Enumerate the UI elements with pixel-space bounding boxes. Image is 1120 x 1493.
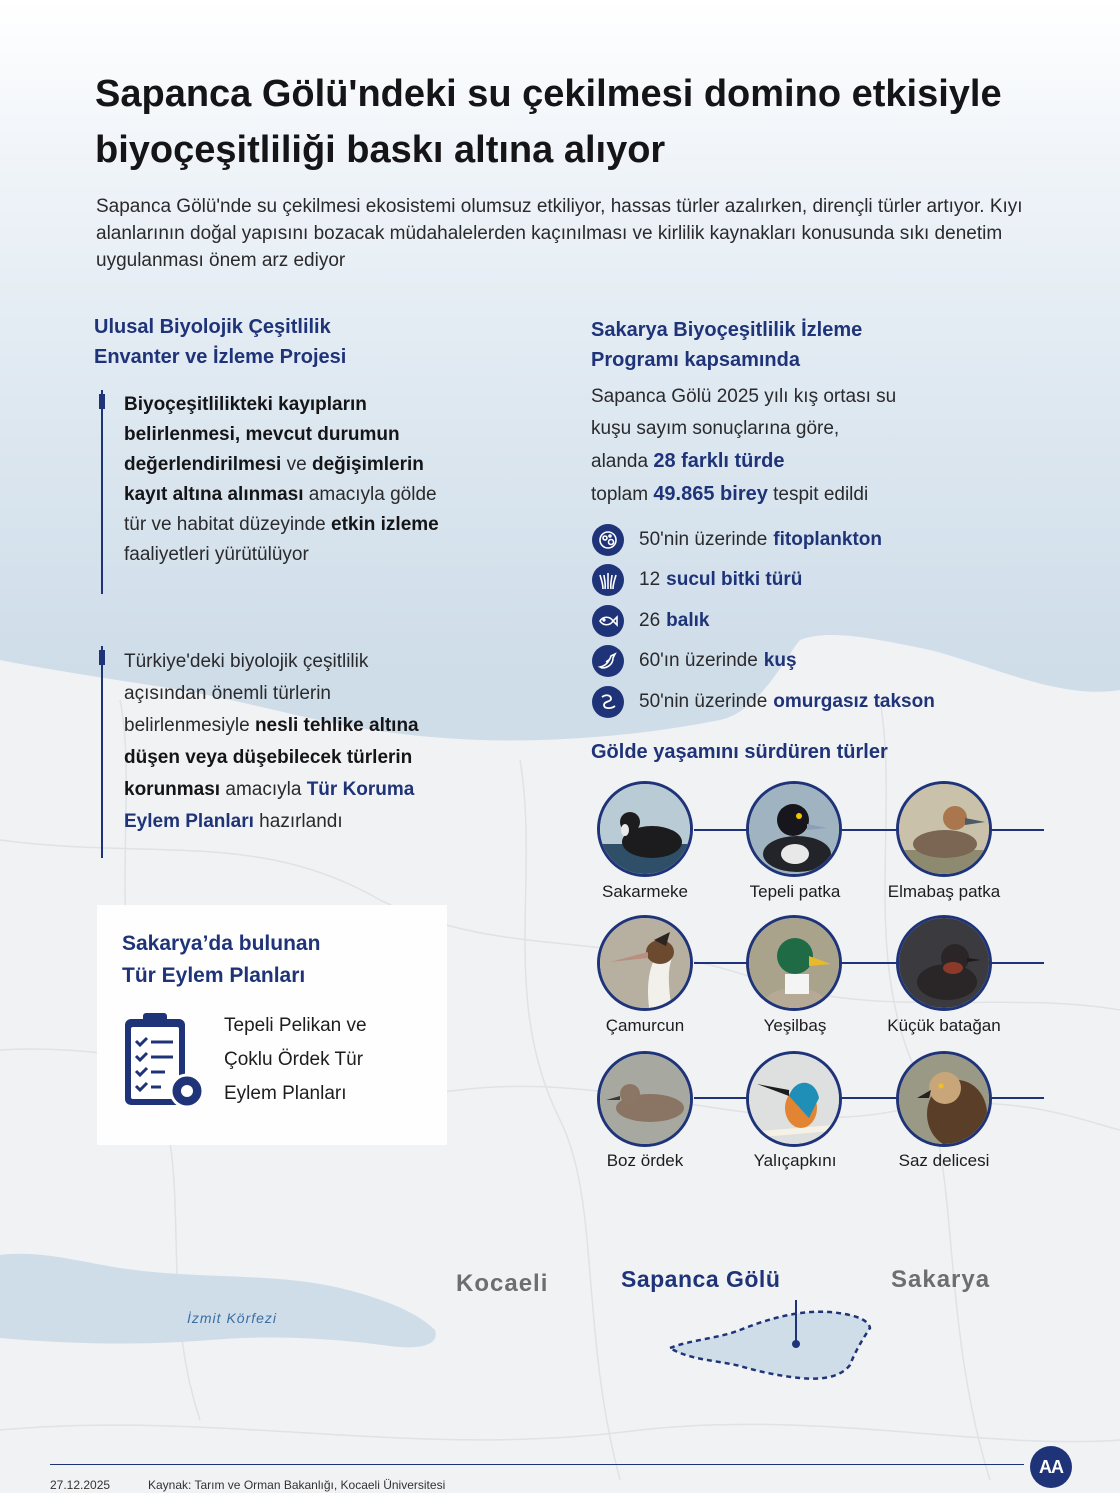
bird-count-summary <box>591 381 1011 511</box>
map-label-kocaeli: Kocaeli <box>456 1270 549 1297</box>
sakarya-program-heading-line2: Programı kapsamında <box>591 349 800 371</box>
aa-logo-text: AA <box>1039 1456 1063 1477</box>
bird-count-line3-text: alanda <box>591 451 654 472</box>
bullet-monitoring-text-5: etkin izleme <box>331 514 439 535</box>
bullet-marker <box>99 394 105 409</box>
species-label-sakarmeke: Sakarmeke <box>602 882 688 901</box>
bird-count-line3 <box>591 445 1011 478</box>
bullet-protection-text-2: nesli tehlike altına düşen veya düşebilecek türlerin korunması <box>124 715 419 800</box>
page-subtitle: Sapanca Gölü'nde su çekilmesi ekosistemi olumsuz etkiliyor, hassas türler azalırken, dirençli türler artıyor. Kıyı alanlarının doğal yapısını bozacak müdahalelerden kaçınılması ve kirlilik kaynakları konusunda sıkı denetim uygulanması önem arz ediyor <box>96 196 1023 271</box>
bullet-monitoring-text-2: ve <box>281 454 312 475</box>
microscope-icon <box>592 524 624 556</box>
bullet-monitoring-text-3: değişimlerin kayıt altına alınması <box>124 454 424 505</box>
bird-photo-tepeli-patka <box>746 781 842 877</box>
species-count: 28 farklı türde <box>653 450 785 472</box>
stat-invertebrates-value: 50'nin üzerinde <box>639 691 768 712</box>
stat-fish-label: balık <box>666 610 710 631</box>
action-plans-card <box>97 905 447 1145</box>
stat-invertebrates <box>592 685 935 719</box>
bullet-protection-text-5: hazırlandı <box>253 811 343 832</box>
bird-icon <box>592 645 624 677</box>
national-project-heading <box>94 312 346 372</box>
aa-logo <box>1030 1446 1072 1488</box>
stat-aquatic-plants-label: sucul bitki türü <box>666 569 803 590</box>
stat-phytoplankton-value: 50'nin üzerinde <box>639 529 768 550</box>
footer-source: Kaynak: Tarım ve Orman Bakanlığı, Kocaeli Üniversitesi <box>148 1478 446 1492</box>
stat-aquatic-plants <box>592 563 802 597</box>
bird-count-line4-suffix: tespit edildi <box>767 484 869 505</box>
stat-birds-value: 60'ın üzerinde <box>639 650 758 671</box>
species-label-camurcun: Çamurcun <box>605 1016 685 1035</box>
species-label-yesilbas: Yeşilbaş <box>763 1016 827 1035</box>
map-label-sakarya: Sakarya <box>891 1266 991 1293</box>
stat-invertebrates-label: omurgasız takson <box>773 691 935 712</box>
action-plans-heading-line1: Sakarya’da bulunan <box>122 932 321 955</box>
bullet-monitoring <box>101 390 461 594</box>
bird-photo-yesilbas <box>746 915 842 1011</box>
stat-phytoplankton <box>592 523 882 557</box>
stat-phytoplankton-label: fitoplankton <box>773 529 882 550</box>
bullet-protection-text-1: Türkiye'deki biyolojik çeşitlilik açısından önemli türlerin belirlenmesiyle <box>124 651 369 736</box>
bullet-monitoring-text-1: Biyoçeşitlilikteki kayıpların belirlenmesi, mevcut durumun değerlendirilmesi <box>124 394 400 475</box>
sapanca-point <box>792 1340 800 1348</box>
bullet-protection-plans <box>101 646 431 858</box>
bird-photo-kucuk-batagan <box>896 915 992 1011</box>
bullet-protection-text-4: Tür Koruma Eylem Planları <box>124 779 415 832</box>
bird-photo-sakarmeke <box>597 781 693 877</box>
bullet-marker <box>99 650 105 665</box>
bullet-protection-text-3: amacıyla <box>220 779 307 800</box>
bird-count-line4-text: toplam <box>591 484 654 505</box>
bullet-monitoring-text-6: faaliyetleri yürütülüyor <box>124 544 309 565</box>
bird-photo-saz-delicesi <box>896 1051 992 1147</box>
footer-date: 27.12.2025 <box>50 1478 111 1492</box>
stat-fish <box>592 604 709 638</box>
bird-count-line2: kuşu sayım sonuçlarına göre, <box>591 418 840 439</box>
page-title: Sapanca Gölü'ndeki su çekilmesi domino etkisiyle biyoçeşitliliği baskı altına alıyor <box>95 73 1002 171</box>
clipboard-gear-icon <box>121 1011 211 1111</box>
bird-photo-yalicapkini <box>746 1051 842 1147</box>
species-label-tepeli-patka: Tepeli patka <box>749 882 841 901</box>
stat-birds-label: kuş <box>763 650 797 671</box>
map-label-sapanca: Sapanca Gölü <box>621 1266 781 1292</box>
national-project-heading-line2: Envanter ve İzleme Projesi <box>94 346 347 368</box>
action-plans-body-line3: Eylem Planları <box>224 1083 347 1104</box>
footer-divider <box>50 1464 1024 1465</box>
sakarya-program-heading-line1: Sakarya Biyoçeşitlilik İzleme <box>591 319 863 341</box>
species-label-saz-delicesi: Saz delicesi <box>898 1151 990 1170</box>
action-plans-heading-line2: Tür Eylem Planları <box>122 964 306 987</box>
stat-aquatic-plants-value: 12 <box>639 569 661 590</box>
fish-icon <box>592 605 624 637</box>
bird-count-line1: Sapanca Gölü 2025 yılı kış ortası su <box>591 386 897 407</box>
species-label-kucuk-batagan: Küçük batağan <box>887 1016 1001 1035</box>
action-plans-heading <box>122 928 320 992</box>
bullet-monitoring-text-4: amacıyla gölde tür ve habitat düzeyinde <box>124 484 437 535</box>
species-label-yalicapkini: Yalıçapkını <box>753 1151 837 1170</box>
individual-count: 49.865 birey <box>653 483 768 505</box>
aquatic-plant-icon <box>592 564 624 596</box>
bird-photo-camurcun <box>597 915 693 1011</box>
map-label-izmit-gulf: İzmit Körfezi <box>187 1310 278 1326</box>
sakarya-program-heading <box>591 315 862 375</box>
worm-icon <box>592 686 624 718</box>
stat-birds <box>592 644 797 678</box>
bird-photo-boz-ordek <box>597 1051 693 1147</box>
national-project-heading-line1: Ulusal Biyolojik Çeşitlilik <box>94 316 331 338</box>
action-plans-body-line1: Tepeli Pelikan ve <box>224 1015 367 1036</box>
stat-fish-value: 26 <box>639 610 661 631</box>
species-heading: Gölde yaşamını sürdüren türler <box>591 741 888 763</box>
species-label-boz-ordek: Boz ördek <box>606 1151 684 1170</box>
action-plans-body-line2: Çoklu Ördek Tür <box>224 1049 364 1070</box>
action-plans-body <box>224 1009 424 1111</box>
species-label-elmabas-patka: Elmabaş patka <box>887 882 1001 901</box>
bird-count-line4 <box>591 478 1011 511</box>
bird-photo-elmabas-patka <box>896 781 992 877</box>
